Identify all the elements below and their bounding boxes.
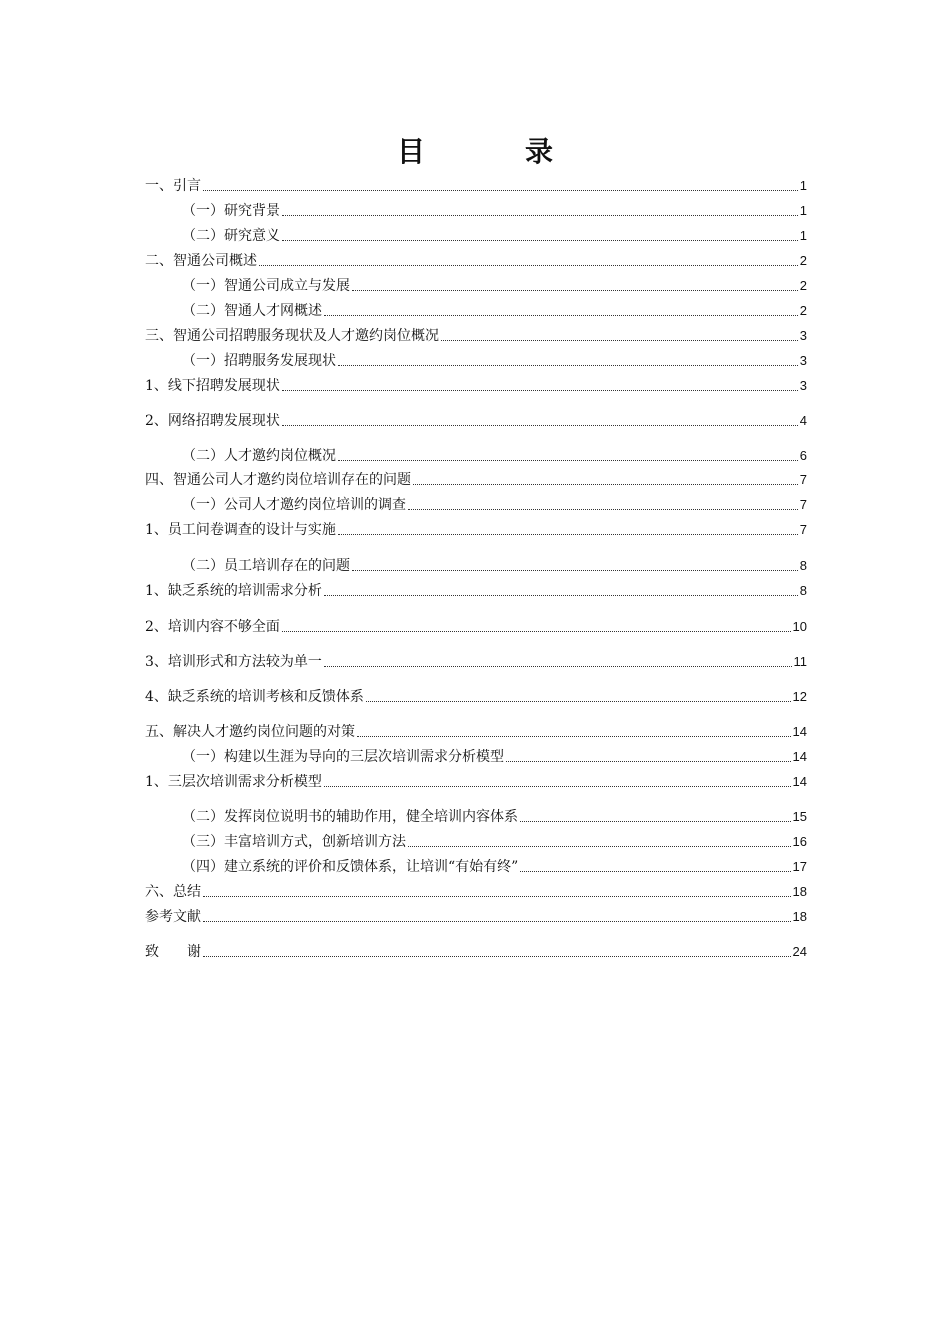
dot-leader <box>282 631 791 632</box>
toc-entry-4-2-1[interactable] <box>145 581 807 601</box>
toc-entry-4-1-1[interactable] <box>145 520 807 540</box>
toc-entry-3-2[interactable] <box>182 446 807 466</box>
toc-page-number: 16 <box>792 834 807 849</box>
toc-entry-3-1-1[interactable] <box>145 376 807 396</box>
toc-entry-label: 参考文献 <box>145 909 201 925</box>
toc-entry-references[interactable] <box>145 907 807 927</box>
toc-page-number: 17 <box>792 859 807 874</box>
toc-entry-3-1-2[interactable] <box>145 411 807 431</box>
toc-page-number: 14 <box>792 749 807 764</box>
dot-leader <box>203 896 791 897</box>
toc-entry-label: （一）智通公司成立与发展 <box>182 278 350 294</box>
toc-page-number: 11 <box>793 654 807 669</box>
toc-entry-label: 致 谢 <box>145 944 201 960</box>
toc-entry-label: （一）招聘服务发展现状 <box>182 353 336 369</box>
toc-entry-label: 4、缺乏系统的培训考核和反馈体系 <box>145 689 364 705</box>
toc-entry-5-1[interactable] <box>182 747 807 767</box>
toc-page-number: 3 <box>799 378 807 393</box>
toc-page-number: 8 <box>799 583 807 598</box>
dot-leader <box>338 534 798 535</box>
toc-entry-label: 1、线下招聘发展现状 <box>145 378 280 394</box>
toc-page-number: 12 <box>792 689 807 704</box>
dot-leader <box>338 460 798 461</box>
dot-leader <box>203 190 798 191</box>
toc-entry-1-2[interactable] <box>182 226 807 246</box>
dot-leader <box>408 509 798 510</box>
toc-page-number: 4 <box>799 413 807 428</box>
dot-leader <box>282 425 798 426</box>
toc-page-number: 3 <box>799 353 807 368</box>
dot-leader <box>324 666 792 667</box>
dot-leader <box>408 846 791 847</box>
toc-page-number: 15 <box>792 809 807 824</box>
toc-entry-label: 1、三层次培训需求分析模型 <box>145 774 322 790</box>
toc-entry-5[interactable] <box>145 722 807 742</box>
toc-page-number: 18 <box>792 909 807 924</box>
toc-page-number: 2 <box>799 278 807 293</box>
toc-entry-label: 2、网络招聘发展现状 <box>145 413 280 429</box>
toc-page-number: 1 <box>799 228 807 243</box>
toc-entry-4-2-3[interactable] <box>145 652 807 672</box>
toc-entry-label: 二、智通公司概述 <box>145 253 257 269</box>
toc-page-number: 7 <box>799 522 807 537</box>
toc-entry-label: 六、总结 <box>145 884 201 900</box>
toc-entry-label: （二）员工培训存在的问题 <box>182 558 350 574</box>
toc-page-number: 7 <box>799 497 807 512</box>
toc-page-number: 2 <box>799 253 807 268</box>
dot-leader <box>282 390 798 391</box>
dot-leader <box>413 484 798 485</box>
toc-page-number: 1 <box>799 203 807 218</box>
toc-entry-label: （二）发挥岗位说明书的辅助作用，健全培训内容体系 <box>182 809 518 825</box>
toc-entry-4-2-4[interactable] <box>145 687 807 707</box>
toc-entry-label: 2、培训内容不够全面 <box>145 619 280 635</box>
toc-page-number: 14 <box>792 724 807 739</box>
dot-leader <box>441 340 798 341</box>
toc-entry-4-1[interactable] <box>182 495 807 515</box>
toc-entry-5-1-1[interactable] <box>145 772 807 792</box>
toc-entry-label: （三）丰富培训方式，创新培训方法 <box>182 834 406 850</box>
toc-entry-4[interactable] <box>145 470 807 490</box>
dot-leader <box>259 265 798 266</box>
toc-entry-label: （一）公司人才邀约岗位培训的调查 <box>182 497 406 513</box>
toc-entry-label: （一）研究背景 <box>182 203 280 219</box>
toc-page-number: 6 <box>799 448 807 463</box>
toc-page-number: 14 <box>792 774 807 789</box>
toc-page-number: 10 <box>792 619 807 634</box>
toc-entry-5-2[interactable] <box>182 807 807 827</box>
dot-leader <box>282 240 798 241</box>
dot-leader <box>324 595 798 596</box>
toc-entry-5-4[interactable] <box>182 857 807 877</box>
page-title: 目 录 <box>396 135 589 168</box>
dot-leader <box>352 570 798 571</box>
toc-page-number: 24 <box>792 944 807 959</box>
toc-entry-2-2[interactable] <box>182 301 807 321</box>
toc-entry-label: 四、智通公司人才邀约岗位培训存在的问题 <box>145 472 411 488</box>
toc-page-number: 3 <box>799 328 807 343</box>
toc-entry-label: 1、员工问卷调查的设计与实施 <box>145 522 336 538</box>
toc-entry-3[interactable] <box>145 326 807 346</box>
toc-entry-label: 一、引言 <box>145 178 201 194</box>
dot-leader <box>282 215 798 216</box>
toc-page-number: 8 <box>799 558 807 573</box>
dot-leader <box>366 701 791 702</box>
toc-entry-label: 3、培训形式和方法较为单一 <box>145 654 322 670</box>
toc-entry-5-3[interactable] <box>182 832 807 852</box>
toc-entry-1-1[interactable] <box>182 201 807 221</box>
toc-page-number: 1 <box>799 178 807 193</box>
dot-leader <box>338 365 798 366</box>
toc-entry-label: 五、解决人才邀约岗位问题的对策 <box>145 724 355 740</box>
toc-entry-label: （四）建立系统的评价和反馈体系，让培训“有始有终” <box>182 859 519 875</box>
dot-leader <box>324 315 798 316</box>
dot-leader <box>520 871 790 872</box>
toc-entry-6[interactable] <box>145 882 807 902</box>
toc-entry-label: 三、智通公司招聘服务现状及人才邀约岗位概况 <box>145 328 439 344</box>
toc-entry-3-1[interactable] <box>182 351 807 371</box>
toc-page-number: 2 <box>799 303 807 318</box>
toc-entry-1[interactable] <box>145 176 807 196</box>
toc-page-number: 18 <box>792 884 807 899</box>
toc-entry-label: （二）人才邀约岗位概况 <box>182 448 336 464</box>
dot-leader <box>506 761 791 762</box>
toc-entry-2[interactable] <box>145 251 807 271</box>
dot-leader <box>203 956 791 957</box>
toc-entry-4-2[interactable] <box>182 556 807 576</box>
toc-entry-label: 1、缺乏系统的培训需求分析 <box>145 583 322 599</box>
dot-leader <box>324 786 791 787</box>
toc-entry-label: （二）研究意义 <box>182 228 280 244</box>
dot-leader <box>520 821 791 822</box>
toc-entry-2-1[interactable] <box>182 276 807 296</box>
toc-page-number: 7 <box>799 472 807 487</box>
dot-leader <box>352 290 798 291</box>
dot-leader <box>357 736 791 737</box>
toc-entry-label: （二）智通人才网概述 <box>182 303 322 319</box>
toc-entry-acknowledgements[interactable] <box>145 942 807 962</box>
toc-entry-4-2-2[interactable] <box>145 617 807 637</box>
toc-entry-label: （一）构建以生涯为导向的三层次培训需求分析模型 <box>182 749 504 765</box>
dot-leader <box>203 921 791 922</box>
